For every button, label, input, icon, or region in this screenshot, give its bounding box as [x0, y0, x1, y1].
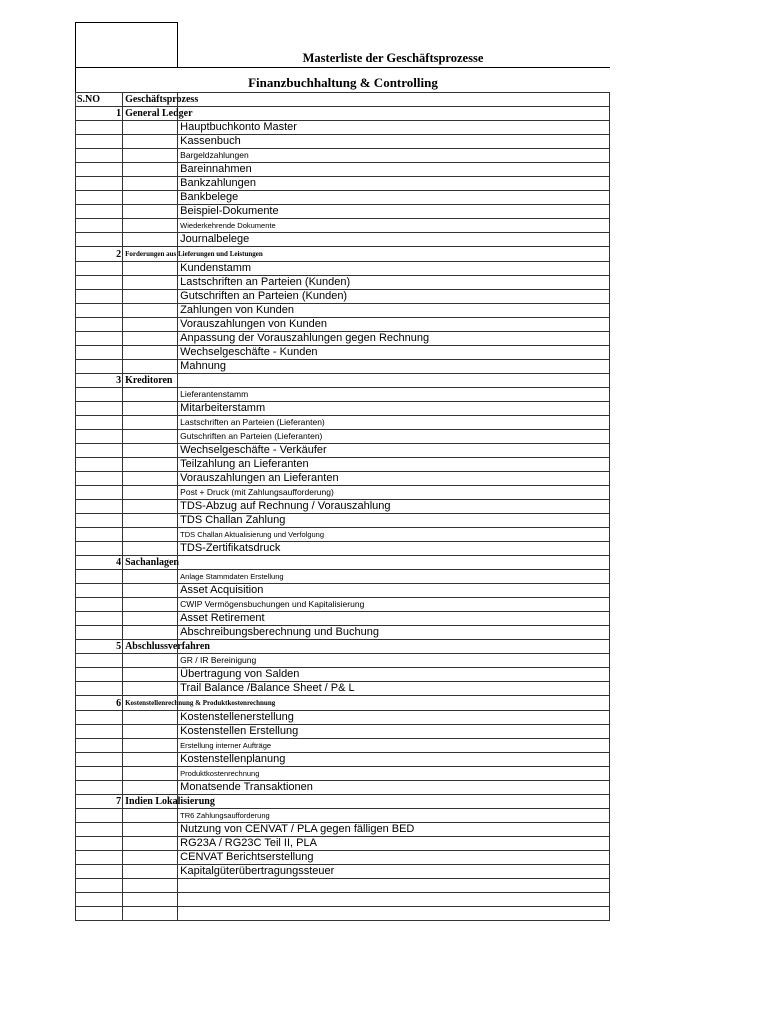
process-item: Wechselgeschäfte - Verkäufer [178, 444, 610, 458]
table-row [76, 626, 610, 640]
table-row [76, 598, 610, 612]
process-item: Anpassung der Vorauszahlungen gegen Rechnung [178, 332, 610, 346]
section-title: Kreditoren [123, 374, 178, 388]
table-row [76, 682, 610, 696]
table-row [76, 654, 610, 668]
table-row [76, 528, 610, 542]
process-item: Lastschriften an Parteien (Lieferanten) [178, 416, 610, 430]
process-item: Lastschriften an Parteien (Kunden) [178, 276, 610, 290]
table-row [76, 739, 610, 753]
table-row [76, 205, 610, 219]
process-item: Post + Druck (mit Zahlungsaufforderung) [178, 486, 610, 500]
process-item: Bargeldzahlungen [178, 149, 610, 163]
section-row [76, 640, 610, 654]
process-item: Vorauszahlungen an Lieferanten [178, 472, 610, 486]
table-row [76, 486, 610, 500]
process-item: RG23A / RG23C Teil II, PLA [178, 837, 610, 851]
table-row [76, 276, 610, 290]
sno-header: S.NO [76, 93, 123, 107]
table-row [76, 262, 610, 276]
process-item: Asset Retirement [178, 612, 610, 626]
process-item: Kassenbuch [178, 135, 610, 149]
logo-placeholder-box [75, 22, 178, 68]
process-item: Asset Acquisition [178, 584, 610, 598]
table-row [76, 219, 610, 233]
table-row [76, 865, 610, 879]
section-title: Sachanlagen [123, 556, 178, 570]
section-row [76, 247, 610, 262]
section-row [76, 107, 610, 121]
process-item: Kostenstellenerstellung [178, 711, 610, 725]
process-item: Übertragung von Salden [178, 668, 610, 682]
process-item: Wiederkehrende Dokumente [178, 219, 610, 233]
table-row [76, 135, 610, 149]
process-item: Anlage Stammdaten Erstellung [178, 570, 610, 584]
table-row [76, 416, 610, 430]
table-row [76, 542, 610, 556]
section-title: Indien Lokalisierung [123, 795, 178, 809]
empty-row [76, 879, 610, 893]
process-item: CWIP Vermögensbuchungen und Kapitalisierung [178, 598, 610, 612]
section-number: 6 [76, 696, 123, 711]
section-number: 2 [76, 247, 123, 262]
process-item: Bankzahlungen [178, 177, 610, 191]
table-row [76, 318, 610, 332]
process-header: Geschäftsprozess [123, 93, 178, 107]
section-row [76, 556, 610, 570]
section-row [76, 795, 610, 809]
process-item: Hauptbuchkonto Master [178, 121, 610, 135]
process-item: Monatsende Transaktionen [178, 781, 610, 795]
process-item: Nutzung von CENVAT / PLA gegen fälligen BED [178, 823, 610, 837]
table-row [76, 711, 610, 725]
process-item: Wechselgeschäfte - Kunden [178, 346, 610, 360]
table-row [76, 851, 610, 865]
process-item: Trail Balance /Balance Sheet / P& L [178, 682, 610, 696]
document-subtitle: Finanzbuchhaltung & Controlling [75, 68, 610, 92]
process-item: Kostenstellen Erstellung [178, 725, 610, 739]
table-row [76, 725, 610, 739]
table-row [76, 177, 610, 191]
section-number: 4 [76, 556, 123, 570]
table-row [76, 346, 610, 360]
section-title: Forderungen aus Lieferungen und Leistungen [123, 247, 178, 262]
table-row [76, 472, 610, 486]
table-row [76, 500, 610, 514]
process-item: Teilzahlung an Lieferanten [178, 458, 610, 472]
table-row [76, 290, 610, 304]
table-row [76, 612, 610, 626]
table-row [76, 584, 610, 598]
process-item: Vorauszahlungen von Kunden [178, 318, 610, 332]
process-table [75, 92, 610, 921]
process-item: TR6 Zahlungsaufforderung [178, 809, 610, 823]
table-row [76, 149, 610, 163]
process-item: Mahnung [178, 360, 610, 374]
table-row [76, 388, 610, 402]
process-item: Zahlungen von Kunden [178, 304, 610, 318]
empty-row [76, 907, 610, 921]
table-row [76, 430, 610, 444]
table-row [76, 233, 610, 247]
table-row [76, 837, 610, 851]
section-title: Abschlussverfahren [123, 640, 178, 654]
process-item: Gutschriften an Parteien (Kunden) [178, 290, 610, 304]
process-item: TDS Challan Zahlung [178, 514, 610, 528]
section-title: General Ledger [123, 107, 178, 121]
process-item: Bankbelege [178, 191, 610, 205]
process-item: Gutschriften an Parteien (Lieferanten) [178, 430, 610, 444]
table-row [76, 402, 610, 416]
section-row [76, 374, 610, 388]
table-row [76, 444, 610, 458]
process-item: Journalbelege [178, 233, 610, 247]
process-item: Kapitalgüterübertragungssteuer [178, 865, 610, 879]
section-row [76, 696, 610, 711]
table-row [76, 809, 610, 823]
table-row [76, 570, 610, 584]
process-item: Abschreibungsberechnung und Buchung [178, 626, 610, 640]
process-item: Produktkostenrechnung [178, 767, 610, 781]
section-number: 5 [76, 640, 123, 654]
section-number: 7 [76, 795, 123, 809]
table-row [76, 458, 610, 472]
process-item: GR / IR Bereinigung [178, 654, 610, 668]
section-number: 3 [76, 374, 123, 388]
empty-row [76, 893, 610, 907]
process-item: Lieferantenstamm [178, 388, 610, 402]
table-row [76, 781, 610, 795]
process-item: Kostenstellenplanung [178, 753, 610, 767]
table-row [76, 767, 610, 781]
table-row [76, 823, 610, 837]
process-item: TDS-Zertifikatsdruck [178, 542, 610, 556]
process-item: TDS Challan Aktualisierung und Verfolgung [178, 528, 610, 542]
process-item: Mitarbeiterstamm [178, 402, 610, 416]
table-row [76, 304, 610, 318]
document-title: Masterliste der Geschäftsprozesse [302, 51, 484, 65]
table-row [76, 753, 610, 767]
table-row [76, 121, 610, 135]
section-title: Kostenstellenrechnung & Produktkostenrechnung [123, 696, 178, 711]
process-item: CENVAT Berichtserstellung [178, 851, 610, 865]
header-row [76, 93, 610, 107]
process-item: Erstellung interner Aufträge [178, 739, 610, 753]
process-item: Bareinnahmen [178, 163, 610, 177]
process-item: TDS-Abzug auf Rechnung / Vorauszahlung [178, 500, 610, 514]
process-item: Beispiel-Dokumente [178, 205, 610, 219]
table-row [76, 163, 610, 177]
section-number: 1 [76, 107, 123, 121]
process-item: Kundenstamm [178, 262, 610, 276]
table-row [76, 360, 610, 374]
table-row [76, 332, 610, 346]
table-row [76, 514, 610, 528]
table-row [76, 668, 610, 682]
table-row [76, 191, 610, 205]
